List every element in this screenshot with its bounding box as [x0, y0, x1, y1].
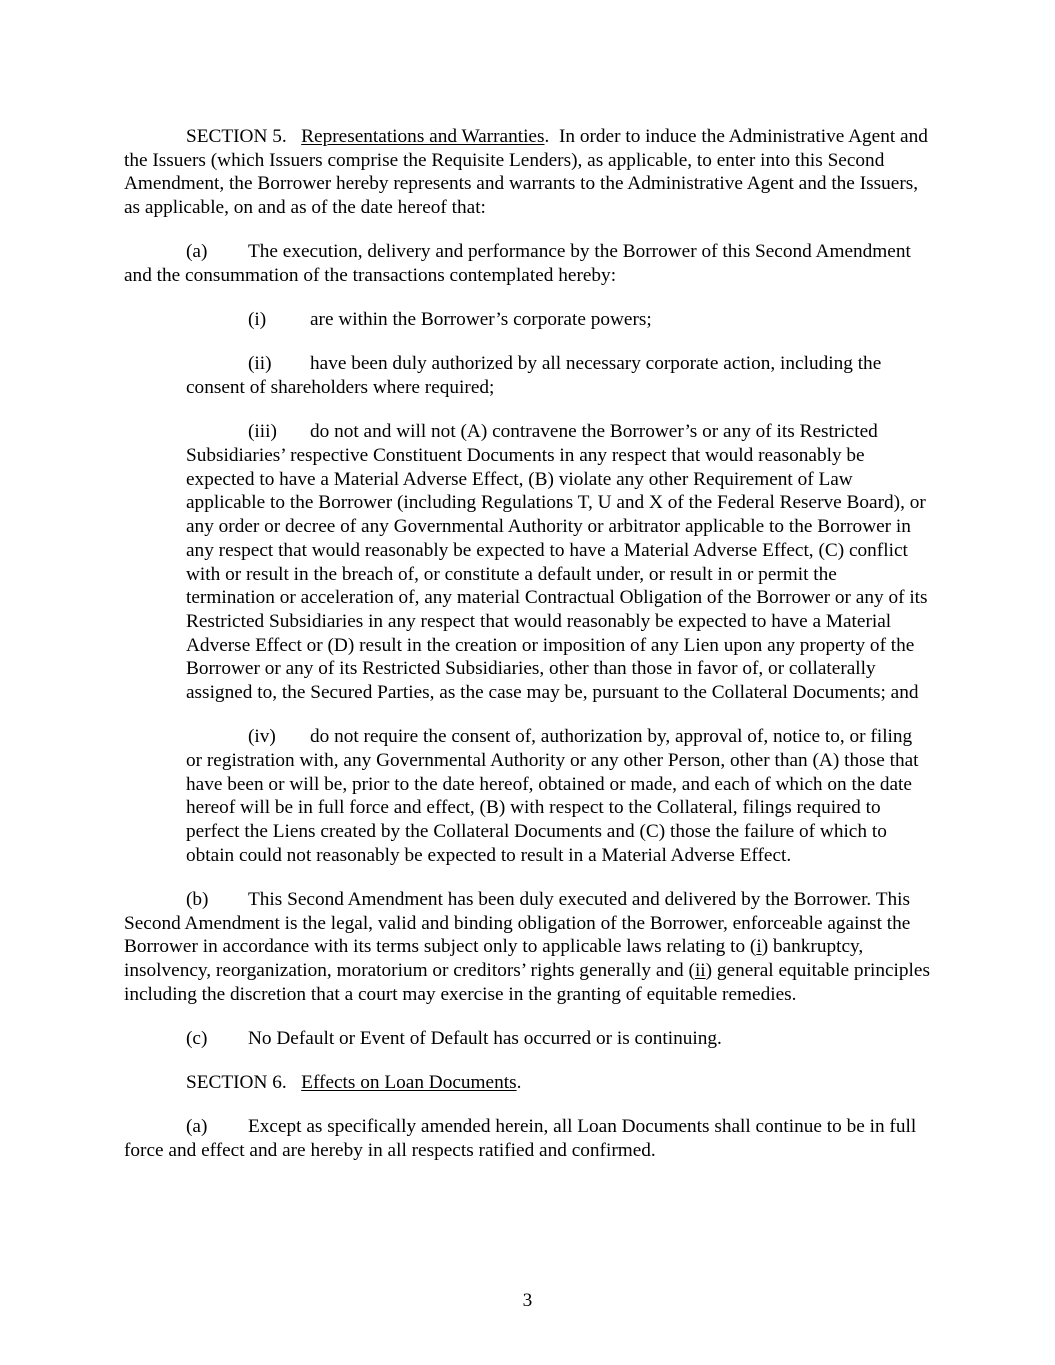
paragraph-b-text-2: ) bankruptcy, insolvency, reorganization, moratorium or creditors’ rights generally and ( — [124, 936, 864, 982]
section-5-title-period: . — [544, 126, 550, 147]
paragraph-c — [124, 1027, 930, 1051]
section-5-paragraph — [124, 125, 930, 220]
section-6-paragraph-a — [124, 1115, 930, 1162]
paragraph-b-label: (b) — [186, 888, 209, 910]
paragraph-b — [124, 888, 930, 1007]
section-6-heading — [124, 1071, 930, 1095]
section-6-prefix: SECTION 6. — [186, 1072, 287, 1094]
section-6-title: Effects on Loan Documents — [301, 1072, 517, 1094]
paragraph-b-text-1: This Second Amendment has been duly executed and delivered by the Borrower. This Second Amendment is the legal, valid and binding obligation of the Borrower, enforceable against the Borrower in accordance with its terms subject only to applicable laws relating to ( — [124, 888, 911, 958]
paragraph-a-text: The execution, delivery and performance by the Borrower of this Second Amendment and the consummation of the transactions contemplated hereby: — [124, 241, 911, 287]
sub-item-iii-label: (iii) — [248, 421, 277, 443]
section-5-title: Representations and Warranties — [301, 126, 545, 147]
paragraph-b-roman-ii: ii — [694, 960, 706, 982]
paragraph-c-label: (c) — [186, 1028, 208, 1049]
sub-item-ii-label: (ii) — [248, 353, 272, 375]
sub-item-i-label: (i) — [248, 309, 267, 331]
section-5-prefix: SECTION 5. — [186, 126, 287, 147]
paragraph-a-label: (a) — [186, 241, 208, 263]
paragraph-b-text-3: ) general equitable principles including the discretion that a court may exercise in the granting of equitable remedies. — [124, 960, 930, 1005]
section-5-body: In order to induce the Administrative Agent and the Issuers (which Issuers comprise the Requisite Lenders), as applicable, to enter into this Second Amendment, the Borrower hereby represents and warrants to the Administrative Agent and the Issuers, as applicable, on and as of the date hereof that: — [124, 126, 928, 219]
sub-item-ii — [186, 352, 930, 399]
sub-item-ii-text: have been duly authorized by all necessary corporate action, including the consent of shareholders where required; — [186, 353, 882, 399]
paragraph-a — [124, 240, 930, 287]
section-6-title-period: . — [516, 1072, 522, 1094]
sub-item-iii — [186, 420, 930, 704]
sub-item-iii-text: do not and will not (A) contravene the Borrower’s or any of its Restricted Subsidiaries’ respective Constituent Documents in any respect that would reasonably be expected to have a Material Adverse Effect, (B) violate any other Requirement of Law applicable to the Borrower (including Regulations T, U and X of the Federal Reserve Board), or any order or decree of any Governmental Authority or arbitrator applicable to the Borrower in any respect that would reasonably be expected to have a Material Adverse Effect, (C) conflict with or result in the breach of, or constitute a default under, or result in or permit the termination or acceleration of, any material Contractual Obligation of the Borrower or any of its Restricted Subsidiaries in any respect that would reasonably be expected to have a Material Adverse Effect or (D) result in the creation or imposition of any Lien upon any property of the Borrower or any of its Restricted Subsidiaries, other than those in favor of, or collaterally assigned to, the Secured Parties, as the case may be, pursuant to the Collateral Documents; and — [186, 421, 928, 704]
sub-item-i — [186, 308, 930, 332]
page-number: 3 — [522, 1290, 533, 1311]
sub-item-iv — [186, 725, 930, 867]
sub-item-iv-text: do not require the consent of, authorization by, approval of, notice to, or filing or registration with, any Governmental Authority or any other Person, other than (A) those that have been or will be, prior to the date hereof, obtained or made, and each of which on the date hereof will be in full force and effect, (B) with respect to the Collateral, filings required to perfect the Liens created by the Collateral Documents and (C) those the failure of which to obtain could not reasonably be expected to result in a Material Adverse Effect. — [186, 726, 919, 866]
section-6-paragraph-a-text: Except as specifically amended herein, all Loan Documents shall continue to be in full force and effect and are hereby in all respects ratified and confirmed. — [124, 1116, 917, 1162]
paragraph-b-roman-i: i — [756, 936, 762, 958]
sub-item-iv-label: (iv) — [248, 726, 276, 748]
sub-item-i-text: are within the Borrower’s corporate powers; — [310, 309, 652, 331]
section-6-paragraph-a-label: (a) — [186, 1116, 208, 1138]
paragraph-c-text: No Default or Event of Default has occurred or is continuing. — [248, 1028, 722, 1049]
document-page — [124, 125, 930, 1183]
